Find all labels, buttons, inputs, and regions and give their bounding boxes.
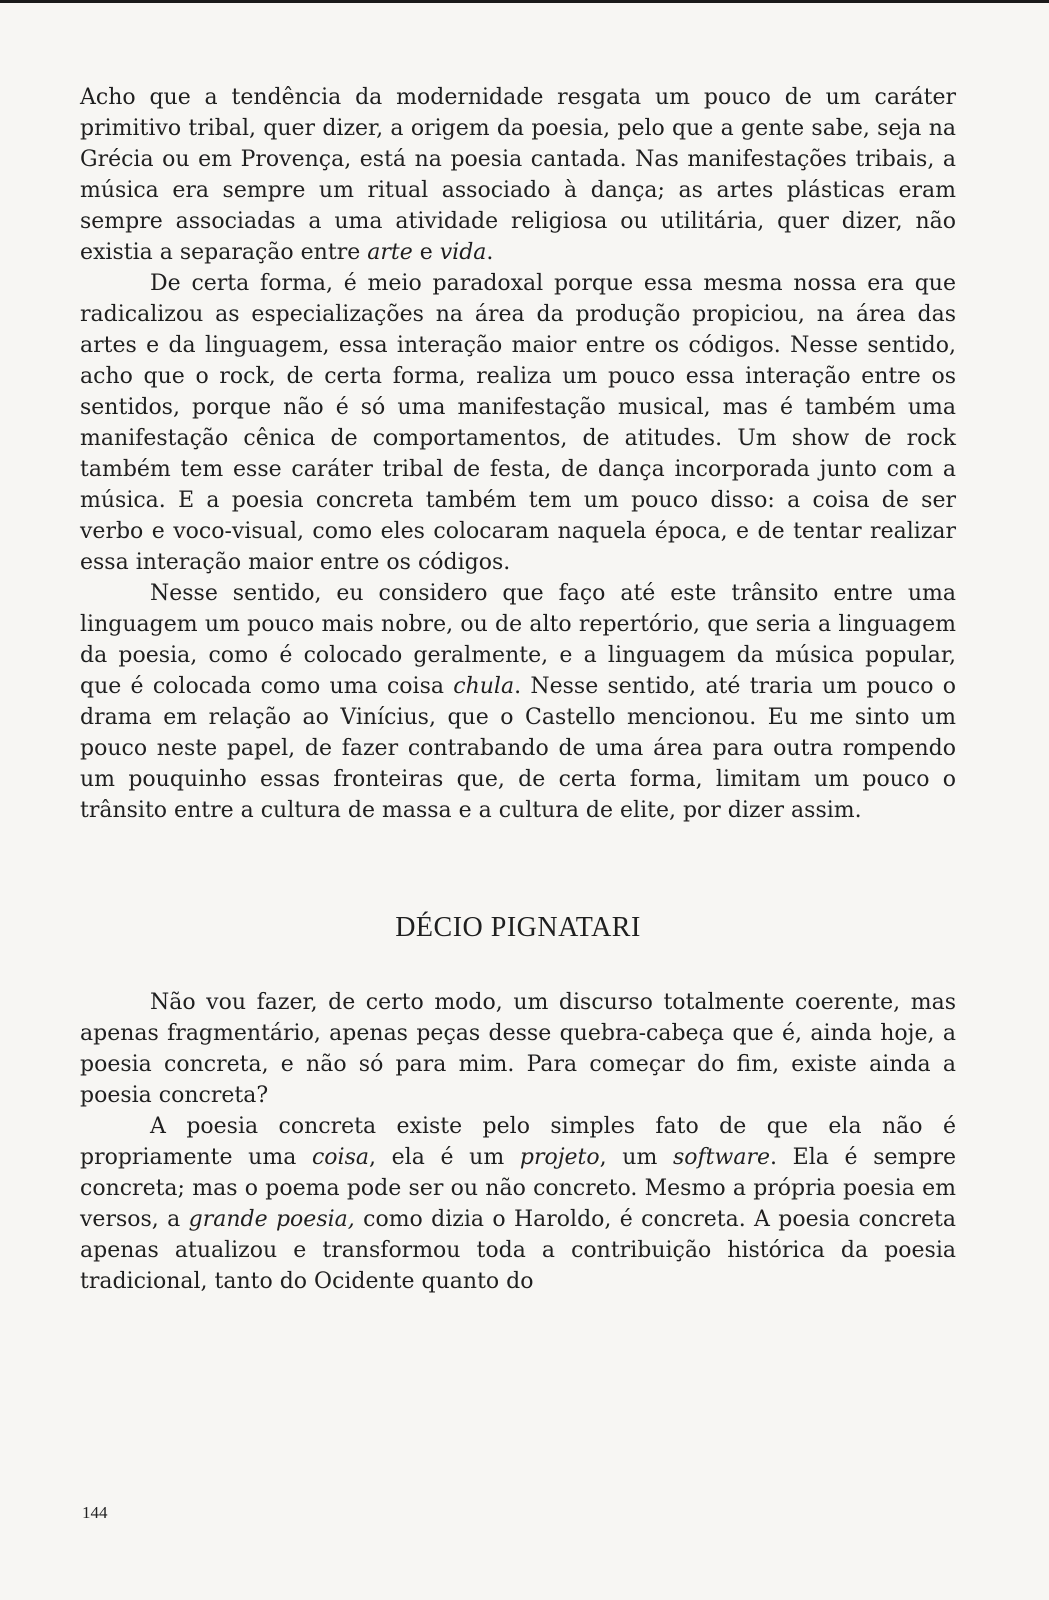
- paragraph-3: Nesse sentido, eu considero que faço até este trânsito entre uma linguagem um pouco mais nobre, ou de alto repertório, que seria a linguagem da poesia, como é colocado geralmente, e a linguagem da música popular, que é colocada como uma coisa chula. Nesse sentido, até traria um pouco o drama em relação ao Vinícius, que o Castello mencionou. Eu me sinto um pouco neste papel, de fazer contrabando de uma área para outra rompendo um pouquinho essas fronteiras que, de certa forma, limitam um pouco o trânsito entre a cultura de massa e a cultura de elite, por dizer assim.: [80, 581, 957, 823]
- paragraph-1: Acho que a tendência da modernidade resgata um pouco de um caráter primitivo tribal, quer dizer, a origem da poesia, pelo que a gente sabe, seja na Grécia ou em Provença, está na poesia cantada. Nas manifestações tribais, a música era sempre um ritual associado à dança; as artes plásticas eram sempre associadas a uma atividade religiosa ou utilitária, quer dizer, não existia a separação entre arte e vida.: [80, 85, 956, 265]
- page-body: [80, 82, 956, 1297]
- page-number: 144: [82, 1503, 108, 1522]
- paragraph-5: A poesia concreta existe pelo simples fato de que ela não é propriamente uma coisa, ela é um projeto, um software. Ela é sempre concreta; mas o poema pode ser ou não concreto. Mesmo a própria poesia em versos, a grande poesia, como dizia o Haroldo, é concreta. A poesia concreta apenas atualizou e transformou toda a contribuição histórica da poesia tradicional, tanto do Ocidente quanto do: [80, 1114, 957, 1294]
- section-heading: DÉCIO PIGNATARI: [395, 912, 641, 943]
- top-border: [0, 0, 1049, 3]
- paragraph-4: Não vou fazer, de certo modo, um discurso totalmente coerente, mas apenas fragmentário, apenas peças desse quebra-cabeça que é, ainda hoje, a poesia concreta, e não só para mim. Para começar do fim, existe ainda a poesia concreta?: [80, 990, 956, 1108]
- paragraph-2: De certa forma, é meio paradoxal porque essa mesma nossa era que radicalizou as especializações na área da produção propiciou, na área das artes e da linguagem, essa interação maior entre os códigos. Nesse sentido, acho que o rock, de certa forma, realiza um pouco essa interação entre os sentidos, porque não é só uma manifestação musical, mas é também uma manifestação cênica de comportamentos, de atitudes. Um show de rock também tem esse caráter tribal de festa, de dança incorporada junto com a música. E a poesia concreta também tem um pouco disso: a coisa de ser verbo e voco-visual, como eles colocaram naquela época, e de tentar realizar essa interação maior entre os códigos.: [80, 271, 956, 575]
